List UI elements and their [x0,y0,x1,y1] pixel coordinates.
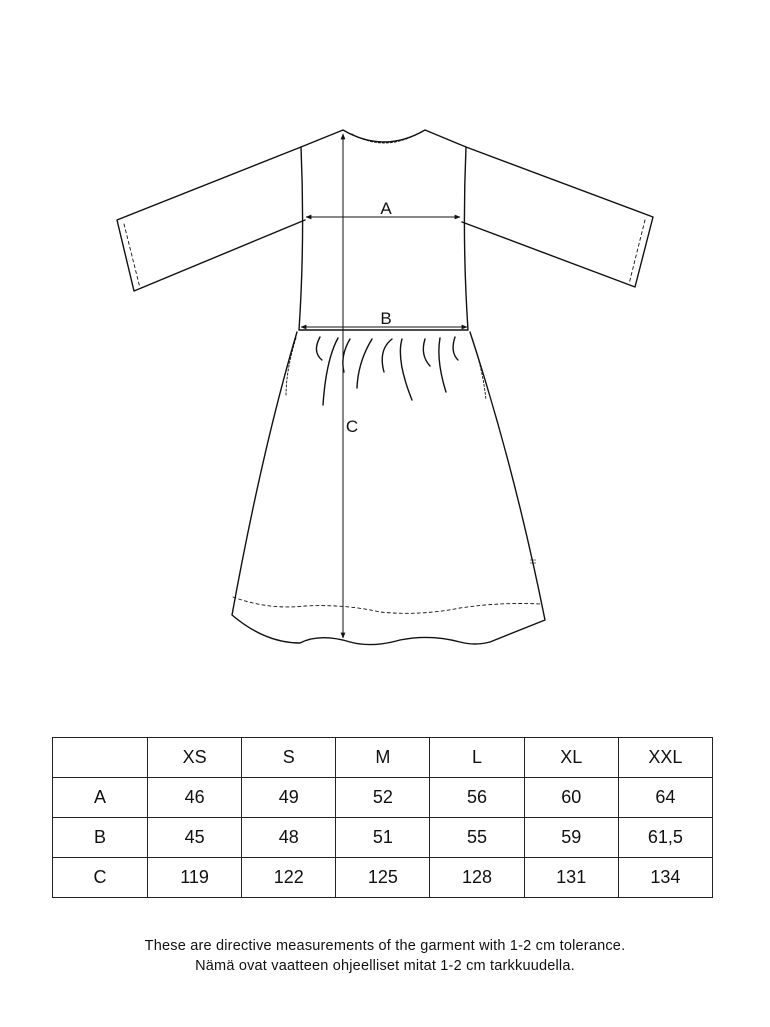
gather-2 [323,338,338,405]
label-a: A [380,199,392,218]
table-cell: 45 [148,818,242,858]
tolerance-note-finnish: Nämä ovat vaatteen ohjeelliset mitat 1-2 cm tarkkuudella. [195,958,575,974]
right-pocket [472,338,486,400]
table-cell: 122 [242,858,336,898]
table-row [53,818,713,858]
bodice-outline [299,130,468,330]
size-table [52,737,713,898]
left-cuff-stitch [124,224,140,288]
table-header-cell: L [430,738,524,778]
table-cell: 46 [148,778,242,818]
table-header-cell: XXL [618,738,712,778]
gather-7 [423,339,430,366]
table-cell: 51 [336,818,430,858]
table-cell: 119 [148,858,242,898]
hem-stitch [233,597,541,613]
table-cell: 60 [524,778,618,818]
table-row-label: C [53,858,148,898]
table-row [53,858,713,898]
table-header-cell: XL [524,738,618,778]
right-sleeve [462,147,653,287]
skirt-outline [232,332,545,645]
gather-8 [439,338,446,392]
table-cell: 52 [336,778,430,818]
gather-5 [382,339,392,372]
table-header-cell: M [336,738,430,778]
label-b: B [380,309,392,328]
table-cell: 125 [336,858,430,898]
table-cell: 131 [524,858,618,898]
table-cell: 134 [618,858,712,898]
gather-6 [400,339,412,400]
table-header-cell [53,738,148,778]
table-cell: 55 [430,818,524,858]
gather-9 [453,337,458,360]
gather-3 [343,339,350,372]
table-row-label: A [53,778,148,818]
table-header-row [53,738,713,778]
table-cell: 48 [242,818,336,858]
table-cell: 56 [430,778,524,818]
label-c: C [345,417,359,436]
table-cell: 59 [524,818,618,858]
table-header-cell: S [242,738,336,778]
right-cuff-stitch [629,220,645,284]
gather-1 [316,337,322,360]
table-cell: 49 [242,778,336,818]
table-cell: 128 [430,858,524,898]
table-row-label: B [53,818,148,858]
tolerance-note-english: These are directive measurements of the garment with 1-2 cm tolerance. [144,938,626,954]
table-cell: 61,5 [618,818,712,858]
left-sleeve [117,147,305,291]
gather-4 [357,339,372,388]
table-row [53,778,713,818]
table-header-cell: XS [148,738,242,778]
table-cell: 64 [618,778,712,818]
